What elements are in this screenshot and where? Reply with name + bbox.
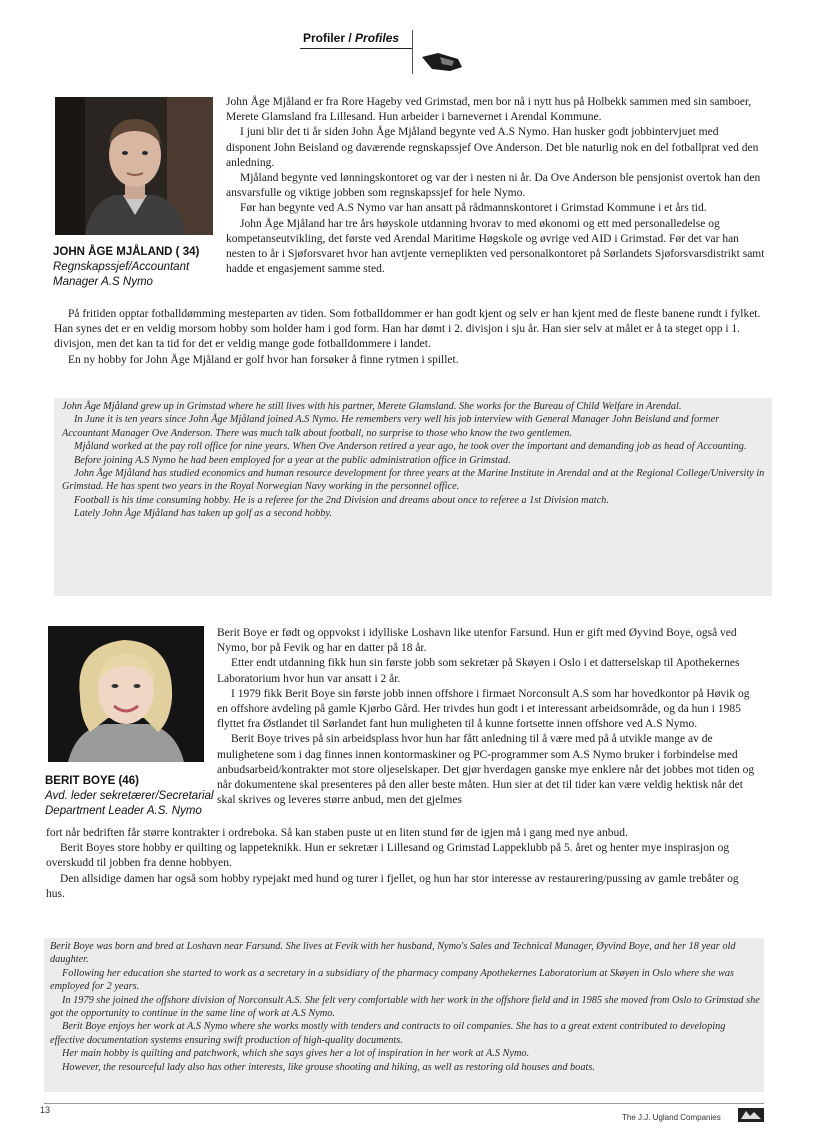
paragraph: Her main hobby is quilting and patchwork, which she says gives her a lot of inspiration in her work at A.S Nymo. (62, 1048, 530, 1060)
profile-photo-berit (48, 626, 204, 762)
profile-role-line2: Department Leader A.S. Nymo (45, 805, 202, 817)
paragraph: I juni blir det ti år siden John Åge Mjåland begynte ved A.S Nymo. Han husker godt jobbintervjuet med disponent John Beisland og daværende regnskapssjef Ove Anderson. Det ble naturlig nok en del fotballprat ved den anledning. (226, 126, 759, 169)
profile-caption-john (53, 245, 228, 290)
page-header-title (303, 31, 399, 45)
paragraph: John Åge Mjåland grew up in Grimstad where he still lives with his partner, Merete Glamsland. She works for the Bureau of Child Welfare in Arendal. (62, 401, 682, 412)
paragraph: However, the resourceful lady also has other interests, like grouse shooting and hiking, as well as restoring old houses and boats. (62, 1061, 595, 1073)
profile-caption-berit (45, 774, 225, 819)
paragraph: På fritiden opptar fotballdømming mesteparten av tiden. Som fotballdommer er han godt kjent og selv er han kjent med de fleste banene rundt i fylket. Han synes det er en veldig morsom hobby som holder ham i god form. Han har dømt i 2. divisjon i sju år. Han sier selv at målet er å ta steget opp i 1. divisjon, men det kan ta tid for det er veldig mange gode fotballdommere i landet. (54, 308, 761, 351)
paragraph: Mjåland worked at the pay roll office for nine years. When Ove Anderson retired a year ago, he took over the important and demanding job as head of Accounting. (74, 441, 747, 453)
profile-text-norwegian-wide (46, 826, 757, 902)
profile-photo-john (55, 97, 213, 235)
paragraph: En ny hobby for John Åge Mjåland er golf hvor han forsøker å finne rytmen i spillet. (68, 353, 459, 366)
profile-role-line1: Avd. leder sekretærer/Secretarial (45, 790, 214, 802)
company-logo-icon (738, 1108, 764, 1122)
profile-text-english (54, 398, 772, 596)
portrait-woman-icon (48, 626, 204, 762)
paragraph: John Åge Mjåland er fra Rore Hageby ved Grimstad, men bor nå i nytt hus på Holbekk sammen med sin samboer, Merete Glamsland fra Lillesand. Hun arbeider i barnevernet i Arendal Kommune. (226, 96, 752, 124)
profile-role-line2: Manager A.S Nymo (53, 276, 153, 288)
footer-company-name: The J.J. Ugland Companies (622, 1113, 721, 1122)
profile-role-line1: Regnskapssjef/Accountant (53, 261, 190, 273)
paragraph: Following her education she started to work as a secretary in a subsidiary of the pharmacy company Apothekernes Laboratorium at Skøyen in Oslo where she was employed for 2 years. (50, 967, 734, 993)
paragraph: Før han begynte ved A.S Nymo var han ansatt på rådmannskontoret i Grimstad Kommune i et års tid. (240, 202, 707, 215)
footer-divider (44, 1103, 764, 1104)
paragraph: Lately John Åge Mjåland has taken up golf as a second hobby. (74, 508, 332, 520)
portrait-man-icon (55, 97, 213, 235)
profile-name: BERIT BOYE (46) (45, 775, 139, 787)
section-logo-icon (420, 49, 470, 75)
paragraph: Berit Boyes store hobby er quilting og lappeteknikk. Hun er sekretær i Lillesand og Grimstad Lappeklubb på 5. året og henter mye inspirasjon og overskudd til jobben fra denne hobbyen. (46, 842, 730, 870)
header-title-no: Profiler / (303, 31, 352, 45)
paragraph: Berit Boye enjoys her work at A.S Nymo where she works mostly with tenders and contracts to oil companies. She has to a great extent contributed to developing effective documentation systems ensuring swift production of high-quality documents. (50, 1021, 726, 1046)
paragraph: John Åge Mjåland har tre års høyskole utdanning hvorav to med økonomi og ett med personalledelse og kompetanseutvikling, det første ved Arendal Maritime Høgskole og øvrige ved AID i Grimstad. Før det var han nesten to år i Sjøforsvaret hvor han avtjente verneplikten ved personalkontoret på Sørlandets Sjøforsvarsdistrikt samt hadde et engasjement samme sted. (226, 217, 765, 276)
paragraph: In June it is ten years since John Åge Mjåland joined A.S Nymo. He remembers very well his job interview with General Manager John Beisland and former Accountant Manager Ove Anderson. There was much talk about football, no surprise to those who know the two gentlemen. (62, 414, 720, 439)
paragraph: fort når bedriften får større kontrakter i ordreboka. Så kan staben puste ut en liten stund før de igjen må i gang med nye anbud. (46, 827, 628, 839)
paragraph: Before joining A.S Nymo he had been employed for a year at the public administration office in Grimstad. (74, 454, 511, 466)
paragraph: Berit Boye er født og oppvokst i idylliske Loshavn like utenfor Farsund. Hun er gift med Øyvind Boye, også ved Nymo, bor på Fevik og har en datter på 18 år. (217, 627, 737, 655)
paragraph: John Åge Mjåland has studied economics and human resource development for three years at the Marine Institute in Arendal and at the Regional College/University in Grimstad. He has spent two years in the Royal Norwegian Navy working in the personnel office. (62, 468, 765, 493)
paragraph: Etter endt utdanning fikk hun sin første jobb som sekretær på Skøyen i Oslo i et datterselskap til Apothekernes Laboratorium hvor hun var ansatt i 2 år. (217, 657, 740, 685)
paragraph: I 1979 fikk Berit Boye sin første jobb innen offshore i firmaet Norconsult A.S som har hovedkontor på Høvik og en offshore avdeling på gamle Kjørbo Gård. Her trivdes hun godt i et interessant arbeidsområde, og da hun i 1985 flyttet fra Østlandet til Sørlandet fant hun muligheten til å kunne fortsette innen offshore ved A.S Nymo. (217, 687, 750, 731)
paragraph: Mjåland begynte ved lønningskontoret og var der i nesten ni år. Da Ove Anderson ble pensjonist overtok han den ansvarsfulle og viktige jobben som regnskapssjef for hele Nymo. (226, 172, 761, 200)
paragraph: Football is his time consuming hobby. He is a referee for the 2nd Division and dreams about once to referee a 1st Division match. (74, 494, 609, 506)
paragraph: Berit Boye was born and bred at Loshavn near Farsund. She lives at Fevik with her husband, Nymo's Sales and Technical Manager, Øyvind Boye, and her 18 year old daughter. (50, 941, 736, 966)
page-number: 13 (40, 1105, 51, 1115)
paragraph: Berit Boye trives på sin arbeidsplass hvor hun har fått anledning til å være med på å utvikle mange av de mulighetene som i dag finnes innen kontormaskiner og PC-programmer som A.S Nymo bruker i forbindelse med anbudsarbeid/kontrakter mot store oljeselskaper. Det gjør hverdagen ganske mye enklere når det jobbes mot tiden og når dokumentene skal presenteres på den aller beste måten. Hun sier at det til tider kan være veldig hektisk når det skal skrives og leveres større anbud, men det gjelmes (217, 733, 755, 807)
header-title-en: Profiles (355, 31, 400, 45)
profile-text-english (44, 938, 764, 1092)
profile-name: JOHN ÅGE MJÅLAND ( 34) (53, 246, 200, 258)
header-divider (300, 48, 413, 49)
header-vertical-divider (412, 30, 413, 74)
paragraph: Den allsidige damen har også som hobby rypejakt med hund og turer i fjellet, og hun har stor interesse av restaurering/pussing av gamle trebåter og hus. (46, 872, 739, 900)
profile-text-norwegian (226, 95, 766, 277)
profile-text-norwegian-wide (54, 307, 766, 368)
profile-text-norwegian (217, 626, 757, 808)
paragraph: In 1979 she joined the offshore division of Norconsult A.S. She felt very comfortable with her work in the offshore field and in 1985 she moved from Oslo to Grimstad she got the opportunity to continue in the same line of work at A.S Nymo. (50, 994, 760, 1020)
